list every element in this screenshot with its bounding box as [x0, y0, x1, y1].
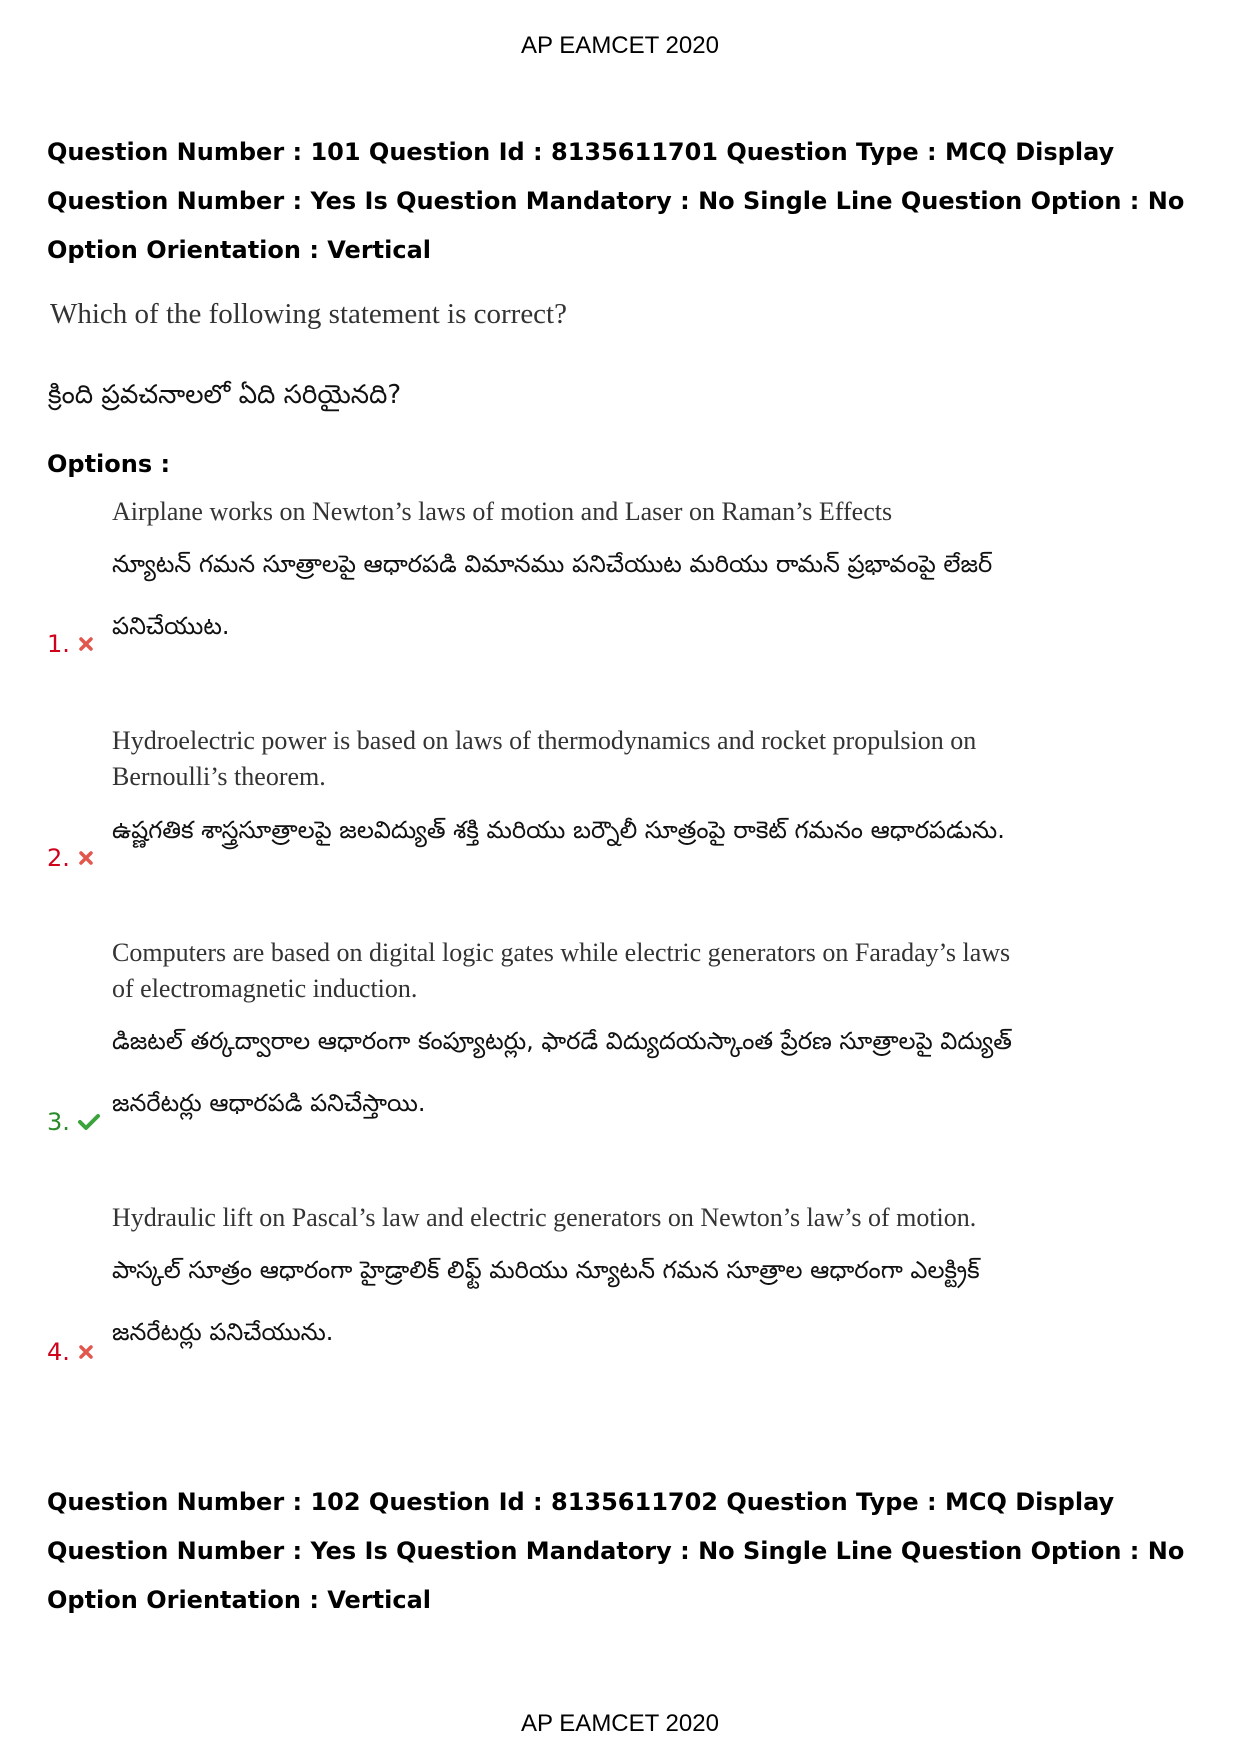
- option-3-text-english: Computers are based on digital logic gates while electric generators on Faraday’s laws of electromagnetic induction.: [112, 938, 1011, 1003]
- option-2-number: 2.: [47, 844, 70, 872]
- option-2-marker: [47, 844, 94, 872]
- option-2-text-english: Hydroelectric power is based on laws of thermodynamics and rocket propulsion on Bernoulli’s theorem.: [112, 726, 977, 791]
- question-101-text-english: Which of the following statement is correct?: [50, 298, 567, 330]
- cross-icon: [78, 850, 94, 866]
- option-1-marker: [47, 630, 94, 658]
- option-2-text-telugu: ఉష్ణగతిక శాస్త్రసూత్రాలపై జలవిద్యుత్ శక్తి మరియు బర్నౌలీ సూత్రంపై రాకెట్ గమనం ఆధారపడును.: [112, 816, 1005, 844]
- cross-icon: [78, 636, 94, 652]
- option-3-number: 3.: [47, 1108, 70, 1136]
- option-4-number: 4.: [47, 1338, 70, 1366]
- question-101-text-telugu: క్రింది ప్రవచనాలలో ఏది సరియైనది?: [48, 380, 402, 410]
- option-4-marker: [47, 1338, 94, 1366]
- option-1-text-telugu: న్యూటన్ గమన సూత్రాలపై ఆధారపడి విమానము పనిచేయుట మరియు రామన్ ప్రభావంపై లేజర్ పనిచేయుట.: [112, 550, 993, 640]
- question-102-meta: Question Number : 102 Question Id : 8135611702 Question Type : MCQ Display Question Number : Yes Is Question Mandatory : No Single Line Question Option : No Option Orientation : Vertical: [47, 1488, 1185, 1614]
- question-101-meta: Question Number : 101 Question Id : 8135611701 Question Type : MCQ Display Question Number : Yes Is Question Mandatory : No Single Line Question Option : No Option Orientation : Vertical: [47, 138, 1185, 264]
- option-4-text-telugu: పాస్కల్ సూత్రం ఆధారంగా హైడ్రాలిక్ లిఫ్ట్ మరియు న్యూటన్ గమన సూత్రాల ఆధారంగా ఎలక్ట్రిక్ జనరేటర్లు పనిచేయును.: [112, 1256, 980, 1346]
- options-label: Options :: [47, 450, 171, 478]
- option-3-marker: [47, 1108, 100, 1136]
- check-icon: [78, 1113, 100, 1131]
- page-header: AP EAMCET 2020: [521, 32, 719, 59]
- option-4-text-english: Hydraulic lift on Pascal’s law and electric generators on Newton’s law’s of motion.: [112, 1203, 977, 1232]
- option-3-text-telugu: డిజటల్ తర్కద్వారాల ఆధారంగా కంప్యూటర్లు, ఫారడే విద్యుదయస్కాంత ప్రేరణ సూత్రాలపై విద్యుత్ జనరేటర్లు ఆధారపడి పనిచేస్తాయి.: [112, 1027, 1012, 1117]
- option-1-number: 1.: [47, 630, 70, 658]
- cross-icon: [78, 1344, 94, 1360]
- option-1-text-english: Airplane works on Newton’s laws of motion and Laser on Raman’s Effects: [112, 497, 893, 526]
- page-footer: AP EAMCET 2020: [521, 1710, 719, 1737]
